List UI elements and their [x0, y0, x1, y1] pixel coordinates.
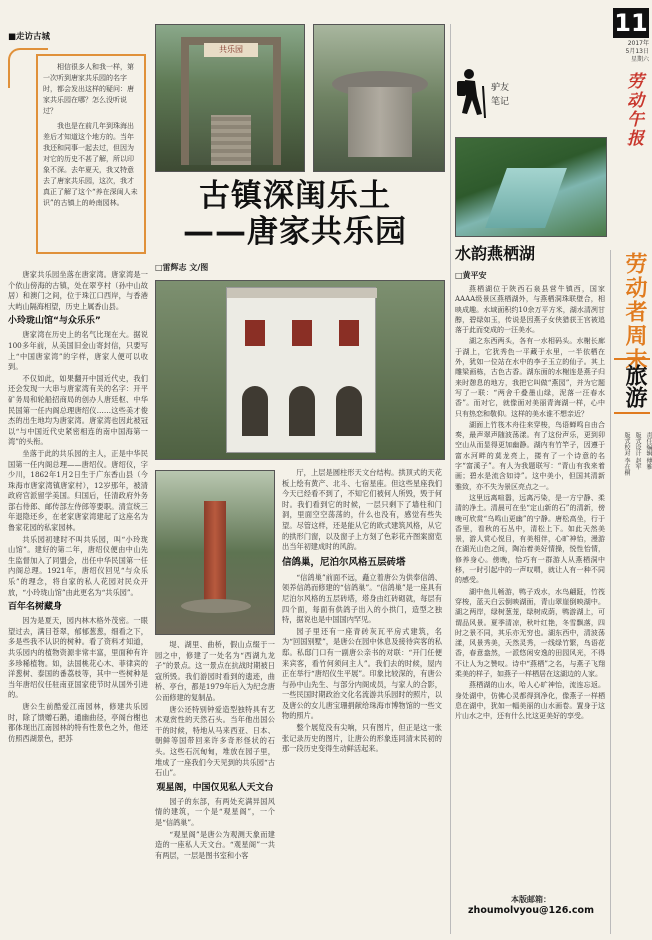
column-divider	[450, 24, 451, 934]
subhead-trees: 百年名树藏身	[8, 602, 63, 613]
credit-design: 版式设计 赵军	[634, 432, 641, 470]
center-paragraph-1: 厅，上层是圆柱形天文台结构。拱顶式的天花板上绘有黄产、北斗、七宿星座。但这些星座我们今天已经看不到了，不知它们被何人所毁，毁于何时。我们看到它的时候，一层只剩下了墙柱和门洞，里面空空荡荡的，什么也没有，感觉有些失望。尽管这样，还是能从它的欧式建筑风格，从它的拱形门窗，以及窗子上方刻了色彩花卉图案窗览出当年初建成时的风韵。	[282, 468, 442, 552]
intro-box	[36, 54, 146, 254]
intro-paragraph-1: 相信很多人和我一样，第一次听到唐家共乐园的名字时，都会发出这样的疑问：唐家共乐园在哪？怎么没听说过？	[43, 63, 134, 115]
right-paragraph-6: 燕栖湖的山水，哈人心旷神怡，流连忘返。身处湖中，仿佛心灵都得到净化，像燕子一样栖息在湖中，犹如一幅美丽的山水画卷。置身于这片山水之中，还有什么比这更美好的享受。	[455, 681, 605, 721]
pagoda-photo	[155, 470, 275, 635]
mail-label: 本版邮箱：	[511, 895, 551, 904]
column-divider	[610, 250, 611, 934]
credit-proofread: 版式校对 李在桐	[623, 432, 630, 476]
headline-line-1: 古镇深闺乐土	[199, 178, 391, 214]
mail-address[interactable]: zhoumolvyou@126.com	[468, 905, 594, 916]
center-paragraph-4: 整个展览没有尖响，只有图片，但正是这一张张记录历史的图片，让唐公的形象连同清末民初的那一段历史变得生动鲜活起来。	[282, 723, 442, 754]
paper-name: 劳动午报	[623, 72, 643, 148]
headline	[150, 178, 440, 250]
subhead-pigeon-tower: 信鸽巢，尼泊尔风格五层砖塔	[282, 556, 406, 568]
section-tag: ■走访古城	[8, 32, 51, 42]
middle-paragraph-2: 唐公还特别钟爱造型独特具有艺术观赏性的天然石头。当年他出国公干的时候，特地从马来西亚、日本、朝鲜等国带回来许多奇形怪状的石头。这些石沉甸甸，堆放在园子里，堆成了一座我们今天见到的共乐园“古石山”。	[155, 704, 275, 778]
left-paragraph-5: 共乐园初建时不叫共乐园，叫“小玲珑山馆”。建好的第二年，唐绍仪便由中山先生监督加入了同盟会，出任中华民国第一任内阁总理。1921年，唐绍仪回见“与众乐乐”的理念，将自家的私人花园对民众开放，“小玲珑山馆”由此更名为“共乐园”。	[8, 534, 148, 597]
edition-name: 劳动者周末	[622, 252, 647, 372]
weekday: 星期六	[630, 56, 649, 63]
middle-paragraph-3: 园子的东部，有两处充满异国风情的建筑，一个是“观星阁”，一个是“信鸽巢”。	[155, 796, 275, 827]
subhead-pavilion: 小玲珑山馆“与众乐乐”	[8, 316, 101, 327]
left-paragraph-1: 唐家共乐园坐落在唐家湾。唐家湾是一个依山傍海的古镇，处在翠亨村（孙中山故居）和澳门之间，位于珠江口西岸，与香港大屿山隔海相望，历史上属香山县。	[8, 270, 148, 311]
headline-line-2: ——唐家共乐园	[183, 214, 407, 250]
left-paragraph-3: 不仅如此，如果翻开中国近代史，我们还会发现一大串与唐家湾有关的名字：开平矿务局和轮船招商局的创办人唐廷枢、中华民国第一任内阁总理唐绍仪……这些美才俊杰的出生地均为唐家湾。唐家湾也因此被冠以“与中国近代史紧密相连的南中国海第一湾”的头衔。	[8, 373, 148, 447]
right-column	[455, 284, 605, 722]
right-paragraph-3: 湖面上竹筏木舟往来穿梭，鸟语蝉鸣自由合奏，最声翠声随波荡漾。有了这份声乐，更到卯空山从而显得更加幽静。湖内有竹竿子，因遵于富水河畔的莫龙亮上，搂有了一个诗意的名字“富溪子”。有人为我题联写：“青山有我来着画；碧水是流含如诗”。这中美小，但国其清新雅致，亦不失为景区亮点之一。	[455, 420, 605, 491]
center-paragraph-2: “信鸽巢”前面不远，矗立着唐公为供奉信鸽、领养信鸽而修建的“信鸽巢”。“信鸽巢”是一座具有尼泊尔风格的五层砖塔，塔身由红砖砌就，每层有四个面，每面有供鸽子出入的小拱门，造型之独特，据说也是中国国内罕见。	[282, 572, 442, 625]
stone-basin-photo	[313, 24, 445, 172]
center-column	[282, 468, 442, 756]
center-paragraph-3: 园子里还有一座青砖灰瓦平房式建筑，名为“回国别墅”，是唐公在园中休息及接待宾客的私邸。私邸门口有一副唐公亲书的对联：“开门任便来宾客，看竹何须问主人”。我们去的时候，屋内正在举行“唐绍仪生平展”。印象比较深的，有唐公与孙中山先生、与部分内阁成员，与家人的合影，一些民国时期政治文化名流游共乐园时的照片，以及唐公的女儿唐宝珊捐献给珠海市博物馆的一些文物的照片。	[282, 626, 442, 721]
subhead-observatory: 观星阁，中国仅见私人天文台	[156, 782, 274, 793]
intro-paragraph-2: 我也是在前几年到珠海出差后才知道这个地方的。当年我还和同事一起去过，但因为对它的历史不甚了解，所以印象不深。去年夏天，我又特意去了唐家共乐园，这次，我才真正了解了这个“养在深闺人未识”的古镇上的岭南园林。	[43, 122, 138, 207]
byline: □雷辉志 文/图	[155, 263, 209, 272]
mail-box	[455, 894, 607, 916]
hiker-icon	[455, 68, 489, 120]
page-number: 11	[614, 9, 648, 37]
right-paragraph-2: 湖之东西两头，各有一水相码头。水榭长廊于湖上，它犹秀色一平藏于水里，一半依栖在外，犹如一位站在水中的李子玉立的仙子。其上雕梁画栋，古色古香。湖东面的水榭连是燕子归来时憩息的地方，我把它叫做“燕园”，并为它题写了一联：“两舍千叠墨山绿，泥落一汪春水香”。而对它，就像面对美丽青海湖一样，心中只有热恋和敬仰。这样的美水谁不想亲近？	[455, 337, 605, 418]
middle-paragraph-1: 堤、湖里、曲桥，假山点缀于一园之中，修建了一处名为“西湖九龙子”的景点。这一景点在抗战时期被日寇所毁。我们游园时看到的遗迹，曲桥、亭台，都是1979年后入为纪念唐公而修建的复制品。	[155, 640, 275, 702]
credits	[622, 432, 652, 562]
lake-photo	[455, 137, 607, 237]
right-article-byline: □黄平安	[455, 271, 487, 280]
right-article-title: 水韵燕栖湖	[455, 244, 536, 263]
middle-paragraph-4: “观星阁”是唐公为观测天象而建造的一座私人天文台。“观星阁”一共有两层，一层是图书室和小客	[155, 829, 275, 860]
notes-logo	[455, 68, 535, 124]
intro-box-corner	[8, 48, 48, 88]
gate-photo	[155, 24, 305, 172]
left-paragraph-2: 唐家湾在历史上的名气比现在大。据说100多年前，从美国旧金山寄封信，只要写上“中国唐家湾”的字样，唐家人便可以收到。	[8, 330, 148, 372]
notes-label-1: 驴友	[491, 83, 510, 93]
date-day: 5月13日	[625, 48, 649, 55]
observatory-photo	[155, 280, 445, 460]
middle-column	[155, 640, 275, 862]
credit-editor: 责任编辑 傅雅	[645, 432, 652, 470]
notes-label-2: 笔记	[491, 97, 510, 107]
date-year: 2017年	[627, 40, 649, 47]
right-paragraph-4: 这里远离喧嚣，远离污染，是一方宁静、柔清的净土。清晨可在坐“定山新的石”的清新，傍晚可欣赏“乌鸣山更幽”的宁静。唐松高坐，行于香里，看秋的石丛中，清松上下。如此天然美景，游人赏心悦目，有美相伴，心旷神怡，漫游在湖光山色之间，陶冶着美好情操，悦性怡情，修养身心。傍晚，恰巧有一群游人从燕栖洞中移，一时引起中的一声叹喟，就让人有一种不同的感受。	[455, 493, 605, 585]
section-name: 旅游	[614, 358, 650, 414]
left-paragraph-7: 唐公生前酷爱江南园林，修建共乐园时，除了馈赠石鹅，通幽曲径，亭阁台榭也都体现出江南园林的特有性景色之外，他还仿照西湖景色，把苏	[8, 701, 148, 743]
left-column	[8, 270, 148, 745]
date-block	[613, 40, 649, 64]
right-paragraph-5: 湖中鱼儿畅游，鸭子戏水，水鸟翩跹，竹筏穿梭，蓝天白云倒映湖面，青山翠崖倒映湖中。湖之两岸，绿树葱茏，绿树成荫，鸭游湖上，可谓品风景。夏季清凉，秋叶红艳，冬雪飘落，四时之景不同，其乐亦无穷也。湖东西中，清波荡漾，风景秀美，天然灵秀，一线绿竹繁，鸟语花香，春意盎然，一派悠闲安逸的田园风光，不得不让人为之赞叹。诗中“燕栖”之名，与燕子飞翔柔美的样子，如燕子一样栖居在这湖边的人家。	[455, 587, 605, 678]
gate-sign: 共乐园	[204, 43, 258, 57]
left-paragraph-4: 坐落于此的共乐园的主人，正是中华民国第一任内阁总理——唐绍仪。唐绍仪，字少川，1862年1月2日生于广东香山县（今珠海市唐家湾镇唐家村），12岁那年，被清政府官派留学美国。归国后，任清政府外务部右侍郎、邮传部左侍郎等要职。清宣统三年退隐还乡，在老家唐家湾建起了这座名为鲁家花园的私家园林。	[8, 448, 148, 533]
right-paragraph-1: 燕栖湖位于陕西石泉县营牛镇西，国家AAAA级景区燕栖湖外，与燕栖洞珠联壁合，相映成趣。水域面积约10余万平方米，湖水清冽甘醇，碧绿如玉，传说是因燕子女侠猎获王宫被追落于此而变成的一汪美水。	[455, 285, 605, 335]
left-paragraph-6: 因为是夏天，园内林木格外茂密。一眼望过去，满目苍翠，郁郁葱葱，细看之下，多是些我不认识的树种。看了资料才知道，共乐园内的植物资源非常丰富，里面种有许多珍稀植物。如，法国桃花心木、菲律宾的洋葱树、泰国的番荔枝等，其中一些树种是当年唐绍仪任驻南亚国家使节时从国外引进的。	[8, 616, 148, 700]
